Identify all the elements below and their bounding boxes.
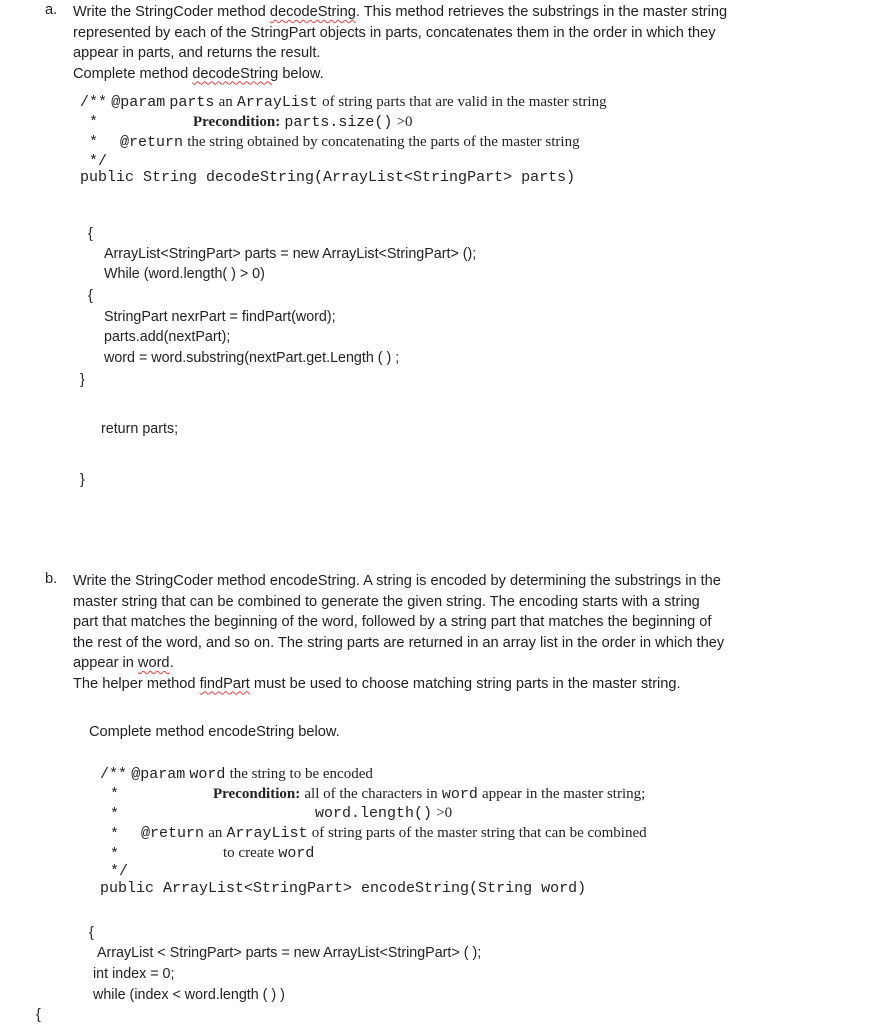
part-b-line-4: the rest of the word, and so on. The string parts are returned in an array list in the order in which they (73, 634, 725, 651)
part-a-marker: a. (45, 2, 58, 18)
doc-b-signature: public ArrayList<StringPart> encodeString(String word) (100, 880, 587, 897)
part-b-marker: b. (45, 571, 58, 587)
doc-b-precondition-line: Precondition: all of the characters in word appear in the master string; (213, 786, 646, 803)
code-b-brace-open-2: { (36, 1007, 41, 1023)
param-name-word: word (137, 655, 170, 671)
doc-a-star-1: * (89, 114, 99, 131)
part-b-prose (73, 571, 724, 694)
code-a-brace-close-1: } (80, 372, 85, 388)
part-b-line-3: part that matches the beginning of the word, followed by a string part that matches the beginning of (73, 614, 712, 630)
part-b-line-1: Write the StringCoder method encodeString. A string is encoded by determining the substrings in the (73, 573, 721, 589)
code-b-line-1: ArrayList < StringPart> parts = new ArrayList<StringPart> ( ); (97, 945, 482, 961)
method-name-findpart: findPart (199, 675, 250, 692)
doc-b-star-4: * (110, 846, 120, 863)
code-a-line-1: ArrayList<StringPart> parts = new ArrayList<StringPart> (); (104, 246, 477, 262)
code-a-brace-open-1: { (88, 226, 93, 242)
doc-a-signature: public String decodeString(ArrayList<StringPart> parts) (80, 169, 576, 186)
doc-b-star-2: * (110, 806, 120, 823)
doc-b-precondition-line-2: word.length() >0 (315, 805, 453, 822)
code-b-brace-open-1: { (89, 925, 94, 941)
part-a-line-4: Complete method decodeString below. (73, 65, 324, 82)
doc-b-star-3: * (110, 826, 120, 843)
doc-b-return-line-2: to create word (223, 845, 315, 862)
code-a-line-5: word = word.substring(nextPart.get.Length ( ) ; (104, 350, 400, 366)
part-b-line-5: appear in word. (73, 655, 174, 671)
doc-a-precondition-line: Precondition: parts.size() >0 (193, 114, 413, 131)
doc-b-param-line: /** @param word the string to be encoded (100, 766, 373, 783)
method-name-decodestring: decodeString (269, 4, 356, 20)
doc-a-star-2: * (89, 134, 99, 151)
part-a-line-3: appear in parts, and returns the result. (73, 45, 321, 61)
doc-a-return-line: @return the string obtained by concatenating the parts of the master string (120, 134, 580, 151)
part-a-line-2: represented by each of the StringPart objects in parts, concatenates them in the order in which they (73, 24, 716, 41)
doc-b-close: */ (110, 863, 129, 880)
code-a-brace-close-2: } (80, 472, 85, 488)
part-b-line-2: master string that can be combined to generate the given string. The encoding starts with a string (73, 593, 700, 610)
part-a-line-1: Write the StringCoder method decodeString. This method retrieves the substrings in the master string (73, 4, 728, 20)
method-name-decodestring-2: decodeString (192, 65, 279, 82)
doc-b-star-1: * (110, 786, 120, 803)
code-a-brace-open-2: { (88, 288, 93, 304)
code-b-line-3: while (index < word.length ( ) ) (93, 987, 285, 1003)
code-a-line-4: parts.add(nextPart); (104, 329, 231, 345)
code-a-line-2: While (word.length( ) > 0) (104, 266, 265, 282)
part-a-prose (73, 2, 727, 84)
code-a-line-3: StringPart nexrPart = findPart(word); (104, 309, 336, 325)
doc-a-param-line: /** @param parts an ArrayList of string parts that are valid in the master string (80, 94, 607, 111)
part-b-line-6: The helper method findPart must be used to choose matching string parts in the master string. (73, 675, 681, 692)
doc-a-close: */ (89, 153, 108, 170)
part-b-complete-instruction: Complete method encodeString below. (89, 724, 340, 740)
code-b-line-2: int index = 0; (93, 966, 175, 982)
code-a-return: return parts; (101, 421, 179, 437)
doc-b-return-line: @return an ArrayList of string parts of the master string that can be combined (141, 825, 647, 842)
